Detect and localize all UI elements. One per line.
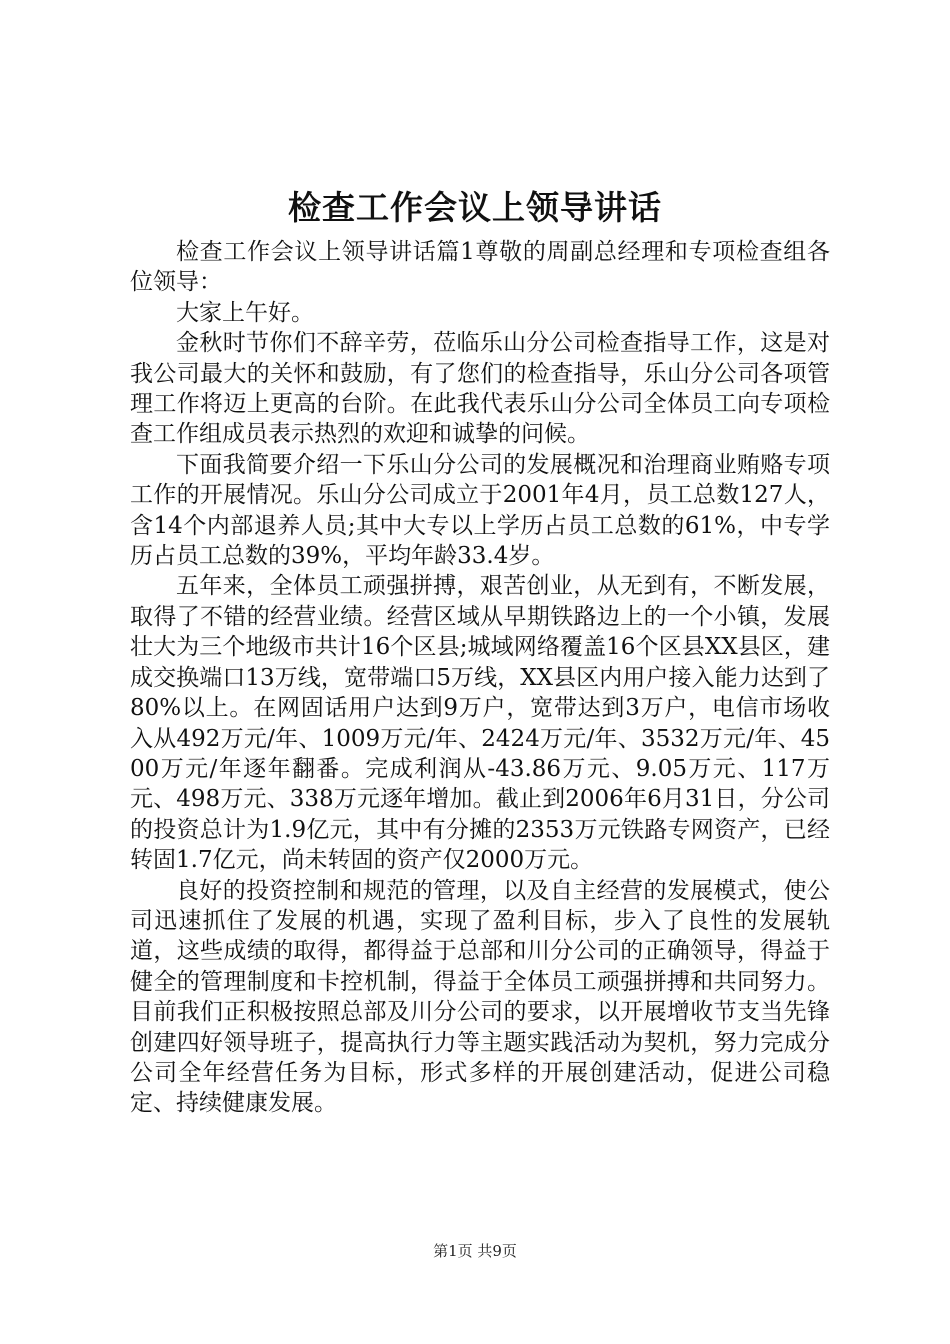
document-body bbox=[130, 237, 830, 1119]
document-title: 检查工作会议上领导讲话 bbox=[288, 188, 662, 227]
paragraph-greeting: 大家上午好。 bbox=[176, 299, 314, 326]
paragraph-management: 良好的投资控制和规范的管理，以及自主经营的发展模式，使公司迅速抓住了发展的机遇，实现了盈利目标，步入了良性的发展轨道，这些成绩的取得，都得益于总部和川分公司的正确领导，得益于健全的管理制度和卡控机制，得益于全体员工顽强拼搏和共同努力。目前我们正积极按照总部及川分公司的要求，以开展增收节支当先锋创建四好领导班子，提高执行力等主题实践活动为契机，努力完成分公司全年经营任务为目标，形式多样的开展创建活动，促进公司稳定、持续健康发展。 bbox=[130, 877, 830, 1117]
paragraph-overview: 下面我简要介绍一下乐山分公司的发展概况和治理商业贿赂专项工作的开展情况。乐山分公司成立于2001年4月，员工总数127人，含14个内部退养人员;其中大专以上学历占员工总数的61%，中专学历占员工总数的39%，平均年龄33.4岁。 bbox=[130, 451, 830, 570]
paragraph-welcome: 金秋时节你们不辞辛劳，莅临乐山分公司检查指导工作，这是对我公司最大的关怀和鼓励，有了您们的检查指导，乐山分公司各项管理工作将迈上更高的台阶。在此我代表乐山分公司全体员工向专项检查工作组成员表示热烈的欢迎和诚挚的问候。 bbox=[130, 330, 830, 448]
page-number-footer: 第1页 共9页 bbox=[433, 1242, 517, 1260]
paragraph-achievements: 五年来，全体员工顽强拼搏，艰苦创业，从无到有，不断发展，取得了不错的经营业绩。经营区域从早期铁路边上的一个小镇，发展壮大为三个地级市共计16个区县;城域网络覆盖16个区县XX县区，建成交换端口13万线，宽带端口5万线，XX县区内用户接入能力达到了80%以上。在网固话用户达到9万户，宽带达到3万户，电信市场收入从492万元/年、1009万元/年、2424万元/年、3532万元/年、4500万元/年逐年翻番。完成利润从-43.86万元、9.05万元、117万元、498万元、338万元逐年增加。截止到2006年6月31日，分公司的投资总计为1.9亿元，其中有分摊的2353万元铁路专网资产，已经转固1.7亿元，尚未转固的资产仅2000万元。 bbox=[130, 573, 830, 874]
paragraph-salutation: 检查工作会议上领导讲话篇1尊敬的周副总经理和专项检查组各位领导： bbox=[130, 239, 830, 296]
